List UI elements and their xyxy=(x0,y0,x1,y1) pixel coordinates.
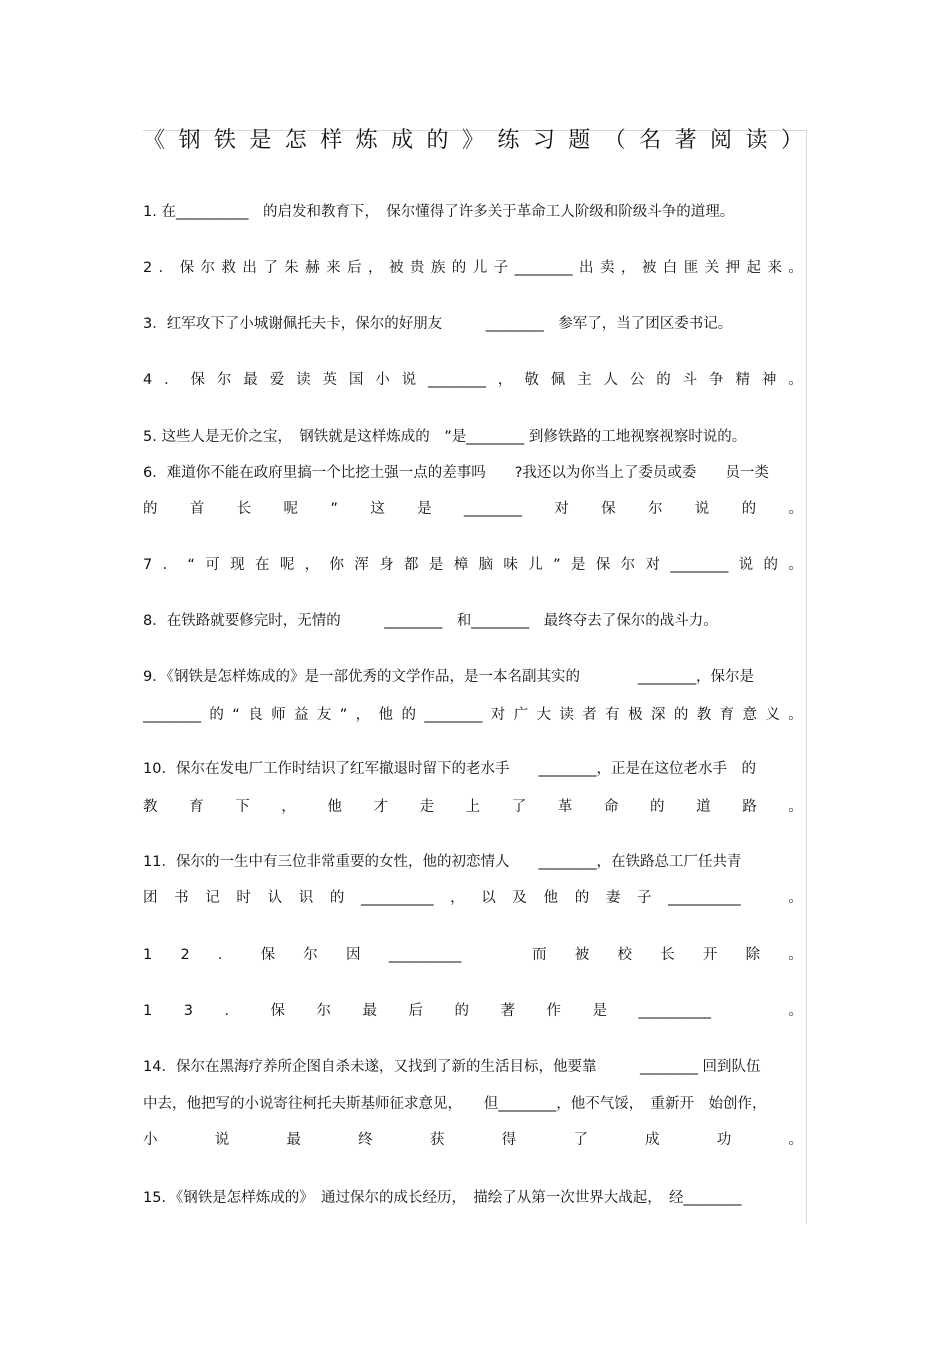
glyph: 益 xyxy=(293,707,309,723)
question-line: 8．在铁路就要修完时，无情的 ________ 和________ 最终夺去了保尔的战斗力。 xyxy=(143,613,718,629)
glyph: 是 xyxy=(417,501,432,517)
glyph: 有 xyxy=(605,707,620,723)
glyph: 说 xyxy=(738,557,754,573)
glyph: 良 xyxy=(248,707,263,723)
glyph: 长 xyxy=(660,947,675,963)
question-line: 3．红军攻下了小城谢佩托夫卡，保尔的好朋友 ________ 参军了，当了团区委书记。 xyxy=(143,316,733,332)
glyph: 成 xyxy=(391,128,414,153)
glyph: 对 xyxy=(490,707,506,723)
glyph: 人 xyxy=(603,372,618,388)
glyph: 说 xyxy=(401,372,417,388)
glyph: 被 xyxy=(388,260,404,276)
question-line xyxy=(143,886,803,910)
glyph: 争 xyxy=(709,372,724,388)
question-line xyxy=(143,1128,803,1152)
question-line xyxy=(143,553,803,577)
glyph: 呢 xyxy=(283,501,299,517)
glyph: 读 xyxy=(296,372,311,388)
glyph: 国 xyxy=(348,372,364,388)
glyph: 佩 xyxy=(550,372,566,388)
glyph: 上 xyxy=(465,799,481,815)
glyph: 味 xyxy=(503,557,518,573)
glyph: 呢 xyxy=(279,557,295,573)
glyph: 保 xyxy=(270,1003,285,1019)
glyph: __________ xyxy=(638,1003,711,1019)
glyph: 识 xyxy=(298,890,314,906)
glyph: 了 xyxy=(511,799,527,815)
glyph: ” xyxy=(330,501,338,517)
glyph: ________ xyxy=(424,707,483,723)
glyph: 你 xyxy=(329,557,344,573)
glyph: 得 xyxy=(501,1132,517,1148)
glyph: 的 xyxy=(650,799,665,815)
glyph: 路 xyxy=(742,799,757,815)
glyph: 命 xyxy=(603,799,619,815)
glyph: 著 xyxy=(500,1003,515,1019)
glyph: 这 xyxy=(370,501,385,517)
glyph: ． xyxy=(162,557,178,573)
glyph: 子 xyxy=(636,890,652,906)
glyph: 下 xyxy=(235,799,250,815)
glyph: 是 xyxy=(570,557,586,573)
glyph: 义 xyxy=(765,707,780,723)
glyph: 被 xyxy=(641,260,657,276)
glyph: 关 xyxy=(704,260,720,276)
glyph: ” xyxy=(339,707,348,723)
glyph: 作 xyxy=(546,1003,561,1019)
glyph: 对 xyxy=(645,557,660,573)
glyph: 说 xyxy=(694,501,710,517)
glyph: 后 xyxy=(347,260,362,276)
glyph: 的 xyxy=(209,707,224,723)
glyph: 在 xyxy=(254,557,270,573)
glyph: ， xyxy=(368,260,383,276)
glyph: 及 xyxy=(512,890,527,906)
glyph: 最 xyxy=(286,1132,301,1148)
question-line xyxy=(143,256,803,280)
glyph: 后 xyxy=(408,1003,423,1019)
glyph: 出 xyxy=(242,260,257,276)
question-line xyxy=(143,497,803,521)
glyph: 最 xyxy=(243,372,258,388)
question-line xyxy=(143,943,803,967)
glyph: 白 xyxy=(662,260,678,276)
glyph: 获 xyxy=(429,1132,445,1148)
glyph: 因 xyxy=(345,947,361,963)
glyph: 功 xyxy=(716,1132,732,1148)
question-line xyxy=(143,999,803,1023)
glyph: 的 xyxy=(329,890,345,906)
glyph: 题 xyxy=(568,128,591,153)
glyph: “ xyxy=(232,707,240,723)
glyph: ． xyxy=(158,260,174,276)
glyph: ． xyxy=(164,372,179,388)
question-line: 11．保尔的一生中有三位非常重要的女性，他的初恋情人 ________，在铁路总工厂任共青 xyxy=(143,854,742,870)
glyph: 尔 xyxy=(647,501,663,517)
glyph: ． xyxy=(217,947,233,963)
question-line xyxy=(143,795,803,819)
glyph: 铁 xyxy=(213,128,236,153)
glyph xyxy=(757,886,772,910)
glyph: 样 xyxy=(320,128,343,153)
glyph: （ xyxy=(603,128,626,153)
glyph: 救 xyxy=(221,260,236,276)
glyph: 赫 xyxy=(305,260,320,276)
glyph: 认 xyxy=(267,890,283,906)
glyph: __________ xyxy=(360,890,434,906)
glyph: 记 xyxy=(205,890,220,906)
question-line: 5. 这些人是无价之宝， 钢铁就是这样炼成的 ”是________ 到修铁路的工地视察视察时说的。 xyxy=(143,429,747,445)
glyph: 友 xyxy=(316,707,332,723)
document-title xyxy=(143,124,803,158)
glyph: 钢 xyxy=(178,128,201,153)
glyph: 尔 xyxy=(216,372,232,388)
glyph: 才 xyxy=(373,799,388,815)
glyph: 他 xyxy=(378,707,394,723)
glyph: ， xyxy=(281,799,296,815)
glyph: __________ xyxy=(668,890,741,906)
glyph: 怎 xyxy=(284,128,307,153)
glyph: 1 xyxy=(143,947,153,963)
glyph: 现 xyxy=(230,557,245,573)
glyph: 习 xyxy=(532,128,555,153)
glyph: 可 xyxy=(205,557,220,573)
question-line: 15．《钢铁是怎样炼成的》 通过保尔的成长经历， 描绘了从第一次世界大战起， 经________ xyxy=(143,1190,742,1206)
glyph: 身 xyxy=(379,557,394,573)
glyph: 的 xyxy=(426,128,449,153)
glyph: 广 xyxy=(513,707,529,723)
glyph: 教 xyxy=(143,799,158,815)
question-line: 9．《钢铁是怎样炼成的》是一部优秀的文学作品，是一本名副其实的 ________，保尔是 xyxy=(143,669,754,685)
glyph: 英 xyxy=(322,372,337,388)
glyph: 的 xyxy=(673,707,689,723)
glyph: 贵 xyxy=(409,260,425,276)
question-line: 14．保尔在黑海疗养所企图自杀未遂，又找到了新的生活目标，他要靠 ________ 回到队伍 xyxy=(143,1059,761,1075)
glyph xyxy=(489,943,504,967)
glyph: 首 xyxy=(189,501,205,517)
glyph: 了 xyxy=(263,260,278,276)
glyph: 7 xyxy=(143,557,153,573)
glyph: 被 xyxy=(574,947,590,963)
glyph: __________ xyxy=(388,947,462,963)
glyph: 练 xyxy=(497,128,520,153)
glyph: 保 xyxy=(190,372,206,388)
glyph: 者 xyxy=(582,707,597,723)
glyph: 长 xyxy=(236,501,252,517)
glyph: 来 xyxy=(326,260,341,276)
glyph: 。 xyxy=(788,947,803,963)
question-line: 中去，他把写的小说寄往柯托夫斯基师征求意见， 但________，他不气馁， 重新开 始创作， xyxy=(143,1096,767,1112)
glyph: 深 xyxy=(650,707,666,723)
glyph: 尔 xyxy=(620,557,636,573)
glyph: 脑 xyxy=(478,557,494,573)
glyph: 而 xyxy=(532,947,547,963)
question-line xyxy=(143,703,803,727)
glyph: 神 xyxy=(761,372,777,388)
glyph: 对 xyxy=(554,501,569,517)
glyph: 育 xyxy=(189,799,204,815)
glyph: 儿 xyxy=(528,557,543,573)
glyph: 小 xyxy=(375,372,390,388)
glyph: 朱 xyxy=(284,260,299,276)
glyph: 尔 xyxy=(200,260,216,276)
glyph: 尔 xyxy=(316,1003,331,1019)
glyph: 读 xyxy=(745,128,768,153)
glyph: 。 xyxy=(788,890,803,906)
glyph: ” xyxy=(553,557,561,573)
glyph: ， xyxy=(450,890,465,906)
glyph: 。 xyxy=(788,1132,803,1148)
glyph: 。 xyxy=(788,1003,803,1019)
glyph: 浑 xyxy=(354,557,369,573)
glyph: 他 xyxy=(327,799,342,815)
glyph: ________ xyxy=(463,501,522,517)
glyph: 。 xyxy=(788,372,803,388)
glyph: 的 xyxy=(451,260,467,276)
glyph: 他 xyxy=(543,890,559,906)
glyph: 3 xyxy=(183,1003,193,1019)
glyph: 。 xyxy=(788,501,803,517)
glyph: ________ xyxy=(670,557,729,573)
glyph: ， xyxy=(355,707,371,723)
glyph: ， xyxy=(304,557,320,573)
glyph: ） xyxy=(780,128,803,153)
glyph: 炼 xyxy=(355,128,378,153)
glyph: 革 xyxy=(557,799,573,815)
glyph: 说 xyxy=(214,1132,230,1148)
glyph: 团 xyxy=(143,890,158,906)
glyph: 都 xyxy=(404,557,419,573)
glyph: 除 xyxy=(745,947,761,963)
glyph: 妻 xyxy=(605,890,621,906)
glyph: 走 xyxy=(419,799,435,815)
question-line: 1. 在__________ 的启发和教育下， 保尔懂得了许多关于革命工人阶级和阶级斗争的道理。 xyxy=(143,204,735,220)
glyph: 育 xyxy=(719,707,735,723)
glyph: 子 xyxy=(493,260,509,276)
glyph: 。 xyxy=(788,799,803,815)
glyph: 阅 xyxy=(710,128,733,153)
glyph: 的 xyxy=(454,1003,469,1019)
question-line: 10．保尔在发电厂工作时结识了红军撤退时留下的老水手 ________，正是在这位老水手 的 xyxy=(143,761,756,777)
question-line xyxy=(143,368,803,392)
glyph: ________ xyxy=(514,260,573,276)
page-border-right xyxy=(806,130,807,1224)
glyph: 保 xyxy=(260,947,276,963)
glyph: 的 xyxy=(763,557,779,573)
glyph: 樟 xyxy=(453,557,469,573)
glyph xyxy=(742,999,757,1023)
glyph: 公 xyxy=(629,372,645,388)
glyph: 时 xyxy=(236,890,251,906)
glyph: “ xyxy=(187,557,195,573)
glyph: 4 xyxy=(143,372,153,388)
glyph: 敬 xyxy=(524,372,539,388)
glyph: 师 xyxy=(271,707,286,723)
glyph: 了 xyxy=(573,1132,588,1148)
glyph: 》 xyxy=(461,128,484,153)
glyph: 是 xyxy=(592,1003,607,1019)
glyph: 开 xyxy=(702,947,718,963)
glyph: 意 xyxy=(742,707,758,723)
glyph: 大 xyxy=(536,707,551,723)
glyph: 是 xyxy=(249,128,272,153)
glyph: 保 xyxy=(601,501,616,517)
glyph: 名 xyxy=(639,128,662,153)
glyph: 道 xyxy=(696,799,711,815)
glyph: 读 xyxy=(559,707,574,723)
glyph: 主 xyxy=(577,372,592,388)
glyph: 的 xyxy=(741,501,757,517)
glyph: 的 xyxy=(574,890,590,906)
glyph: 爱 xyxy=(269,372,285,388)
glyph: 儿 xyxy=(472,260,488,276)
glyph: 的 xyxy=(401,707,416,723)
glyph: 。 xyxy=(788,557,803,573)
glyph: 匪 xyxy=(683,260,699,276)
glyph: 的 xyxy=(143,501,158,517)
glyph: 的 xyxy=(656,372,671,388)
glyph: 2 xyxy=(143,260,153,276)
glyph: 尔 xyxy=(303,947,318,963)
glyph: 是 xyxy=(428,557,444,573)
glyph: ， xyxy=(497,372,513,388)
glyph: 卖 xyxy=(599,260,615,276)
glyph: 精 xyxy=(735,372,750,388)
glyph: 押 xyxy=(725,260,741,276)
glyph: 族 xyxy=(430,260,446,276)
glyph: 《 xyxy=(143,128,166,153)
glyph: 终 xyxy=(358,1132,373,1148)
glyph: 保 xyxy=(595,557,611,573)
glyph: 。 xyxy=(788,707,803,723)
glyph: 以 xyxy=(481,890,496,906)
glyph: 成 xyxy=(645,1132,660,1148)
glyph: 教 xyxy=(696,707,712,723)
glyph: 1 xyxy=(143,1003,153,1019)
glyph: 校 xyxy=(617,947,632,963)
glyph: 书 xyxy=(174,890,189,906)
question-line: 6．难道你不能在政府里搞一个比挖土强一点的差事吗 ?我还以为你当上了委员或委 员一类 xyxy=(143,465,769,481)
glyph: ， xyxy=(620,260,636,276)
glyph: 斗 xyxy=(682,372,698,388)
glyph: ________ xyxy=(428,372,487,388)
glyph: ________ xyxy=(143,707,201,723)
glyph: 著 xyxy=(674,128,697,153)
glyph: ． xyxy=(224,1003,239,1019)
glyph: 保 xyxy=(179,260,195,276)
glyph: 小 xyxy=(143,1132,158,1148)
glyph: 。 xyxy=(788,260,803,276)
glyph: 2 xyxy=(180,947,190,963)
glyph: 起 xyxy=(746,260,762,276)
glyph: 极 xyxy=(628,707,643,723)
glyph: 最 xyxy=(362,1003,377,1019)
glyph: 出 xyxy=(579,260,594,276)
glyph: 来 xyxy=(767,260,782,276)
